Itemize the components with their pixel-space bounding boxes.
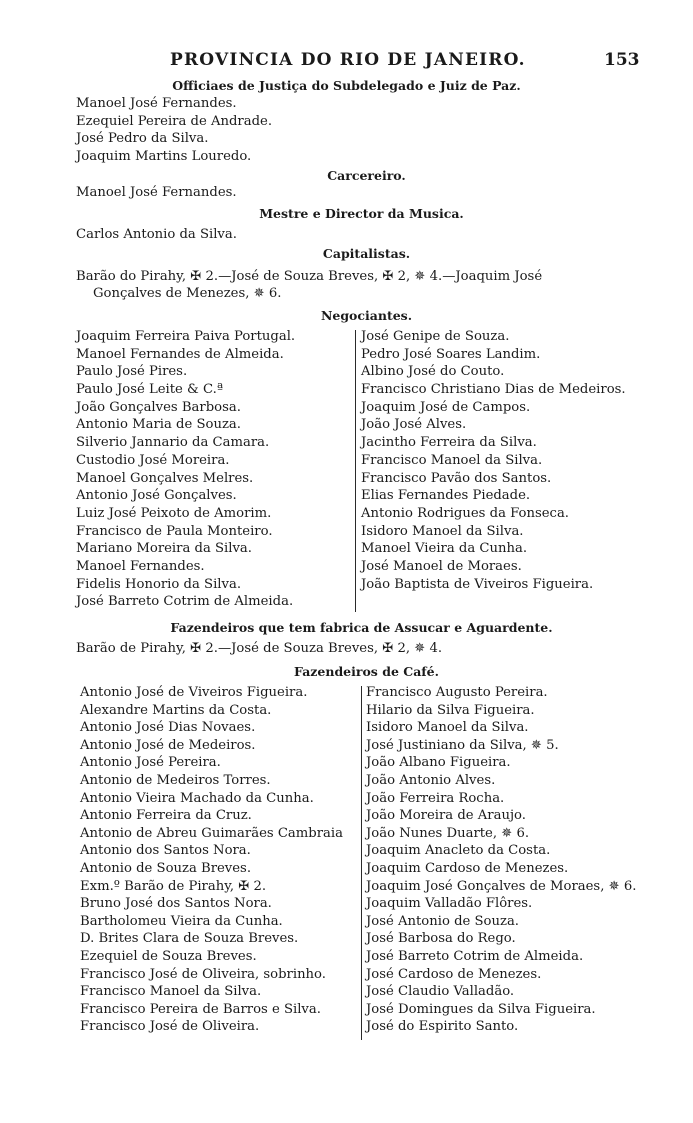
list-item: Alexandre Martins da Costa.: [80, 702, 272, 718]
fazendeiros-fabrica-line: Barão de Pirahy, ✠ 2.—José de Souza Breves, ✠ 2, ✵ 4.: [76, 641, 443, 656]
list-item: Antonio Vieira Machado da Cunha.: [80, 790, 314, 806]
list-mestre: [76, 226, 237, 244]
list-item: Exm.º Barão de Pirahy, ✠ 2.: [80, 878, 267, 894]
heading-capitalistas: Capitalistas.: [322, 246, 411, 261]
list-item: Manoel José Fernandes.: [76, 96, 237, 111]
list-item: João Nunes Duarte, ✵ 6.: [366, 825, 530, 841]
list-item: Paulo José Leite & C.ª: [76, 382, 224, 398]
list-item: Luiz José Peixoto de Amorim.: [76, 505, 272, 521]
page-number: 153: [604, 50, 640, 70]
list-item: Manoel José Fernandes.: [76, 185, 237, 200]
list-item: Francisco Pavão dos Santos.: [361, 470, 552, 486]
list-item: Antonio de Souza Breves.: [80, 860, 252, 876]
list-item: João Gonçalves Barbosa.: [76, 399, 241, 415]
list-item: Manoel Gonçalves Melres.: [76, 470, 254, 486]
fazendeiros-cafe-left-column: [80, 684, 343, 1036]
list-item: Fidelis Honorio da Silva.: [76, 576, 242, 592]
list-item: Silverio Jannario da Camara.: [76, 435, 270, 451]
list-item: José do Espirito Santo.: [366, 1019, 519, 1035]
list-item: Bruno José dos Santos Nora.: [80, 896, 272, 912]
list-item: Jacintho Ferreira da Silva.: [361, 435, 537, 451]
list-item: Antonio dos Santos Nora.: [80, 843, 251, 859]
list-item: Hilario da Silva Figueira.: [366, 702, 535, 718]
list-item: Mariano Moreira da Silva.: [76, 541, 252, 557]
list-item: José Antonio de Souza.: [366, 913, 519, 929]
list-item: Francisco Christiano Dias de Medeiros.: [361, 382, 626, 398]
list-item: Elias Fernandes Piedade.: [361, 488, 531, 504]
list-item: Francisco de Paula Monteiro.: [76, 523, 273, 539]
list-officiaes: [76, 95, 272, 166]
list-item: Antonio José de Viveiros Figueira.: [80, 685, 308, 700]
list-item: Francisco Pereira de Barros e Silva.: [80, 1001, 321, 1017]
list-item: José Genipe de Souza.: [361, 329, 510, 344]
column-divider: [361, 686, 362, 1040]
list-item: Isidoro Manoel da Silva.: [361, 523, 524, 539]
list-item: Ezequiel Pereira de Andrade.: [76, 113, 273, 129]
list-item: João Moreira de Araujo.: [366, 808, 526, 824]
list-item: Antonio de Medeiros Torres.: [80, 772, 271, 788]
list-item: João Antonio Alves.: [366, 772, 496, 788]
list-item: Joaquim Martins Louredo.: [76, 149, 252, 165]
list-carcereiro: [76, 184, 237, 202]
list-item: Antonio Ferreira da Cruz.: [80, 808, 252, 824]
list-item: Pedro José Soares Landim.: [361, 346, 541, 362]
heading-negociantes: Negociantes.: [320, 308, 413, 323]
list-item: Francisco José de Oliveira, sobrinho.: [80, 966, 326, 982]
list-item: Francisco José de Oliveira.: [80, 1019, 260, 1035]
list-item: João Ferreira Rocha.: [366, 790, 505, 806]
list-item: Custodio José Moreira.: [76, 452, 230, 468]
fazendeiros-cafe-right-column: [366, 684, 636, 1036]
list-item: Antonio Rodrigues da Fonseca.: [361, 505, 569, 521]
heading-officiaes: Officiaes de Justiça do Subdelegado e Juiz de Paz.: [172, 78, 521, 93]
list-item: Ezequiel de Souza Breves.: [80, 948, 257, 964]
list-item: Antonio José Pereira.: [80, 755, 221, 771]
list-item: Manoel Fernandes de Almeida.: [76, 346, 284, 362]
list-item: Francisco Manoel da Silva.: [80, 984, 262, 1000]
list-item: José Manoel de Moraes.: [361, 558, 522, 574]
list-item: Antonio José Gonçalves.: [76, 488, 237, 504]
list-item: Isidoro Manoel da Silva.: [366, 720, 529, 736]
list-item: José Justiniano da Silva, ✵ 5.: [366, 737, 559, 753]
list-item: Bartholomeu Vieira da Cunha.: [80, 913, 283, 929]
list-item: D. Brites Clara de Souza Breves.: [80, 931, 299, 947]
negociantes-left-column: [76, 328, 295, 611]
heading-mestre: Mestre e Director da Musica.: [259, 206, 464, 221]
list-item: Manoel Vieira da Cunha.: [361, 541, 528, 557]
list-item: João Albano Figueira.: [366, 755, 511, 771]
list-item: Albino José do Couto.: [361, 364, 505, 380]
page-header: [0, 50, 693, 76]
capitalistas-line-1: Barão do Pirahy, ✠ 2.—José de Souza Breves, ✠ 2, ✵ 4.—Joaquim José: [76, 269, 543, 284]
list-item: Joaquim Ferreira Paiva Portugal.: [76, 329, 296, 344]
list-item: Joaquim José Gonçalves de Moraes, ✵ 6.: [366, 878, 637, 894]
list-item: Antonio Maria de Souza.: [76, 417, 241, 433]
list-item: Manoel Fernandes.: [76, 558, 205, 574]
heading-carcereiro: Carcereiro.: [327, 168, 406, 183]
running-title: PROVINCIA DO RIO DE JANEIRO.: [170, 50, 526, 70]
list-item: José Cardoso de Menezes.: [366, 966, 542, 982]
heading-fazendeiros-fabrica: Fazendeiros que tem fabrica de Assucar e Aguardente.: [170, 620, 553, 635]
list-item: José Barreto Cotrim de Almeida.: [366, 948, 584, 964]
list-item: José Domingues da Silva Figueira.: [366, 1001, 596, 1017]
capitalistas-line-2: Gonçalves de Menezes, ✵ 6.: [93, 286, 282, 301]
list-item: João Baptista de Viveiros Figueira.: [361, 576, 594, 592]
list-item: Francisco Manoel da Silva.: [361, 452, 543, 468]
list-item: José Pedro da Silva.: [76, 131, 209, 147]
list-item: Antonio de Abreu Guimarães Cambraia: [80, 825, 343, 841]
list-item: Antonio José de Medeiros.: [80, 737, 256, 753]
list-item: Joaquim Cardoso de Menezes.: [366, 860, 569, 876]
list-item: Carlos Antonio da Silva.: [76, 227, 237, 242]
list-item: Joaquim Valladão Flôres.: [366, 896, 533, 912]
list-item: Francisco Augusto Pereira.: [366, 685, 548, 700]
list-item: José Claudio Valladão.: [366, 984, 515, 1000]
list-item: Antonio José Dias Novaes.: [80, 720, 256, 736]
column-divider: [355, 330, 356, 612]
list-item: Paulo José Pires.: [76, 364, 188, 380]
list-item: João José Alves.: [361, 417, 467, 433]
heading-fazendeiros-cafe: Fazendeiros de Café.: [294, 664, 439, 679]
list-item: José Barreto Cotrim de Almeida.: [76, 594, 294, 610]
list-item: José Barbosa do Rego.: [366, 931, 516, 947]
negociantes-right-column: [361, 328, 626, 593]
list-item: Joaquim José de Campos.: [361, 399, 531, 415]
list-item: Joaquim Anacleto da Costa.: [366, 843, 551, 859]
